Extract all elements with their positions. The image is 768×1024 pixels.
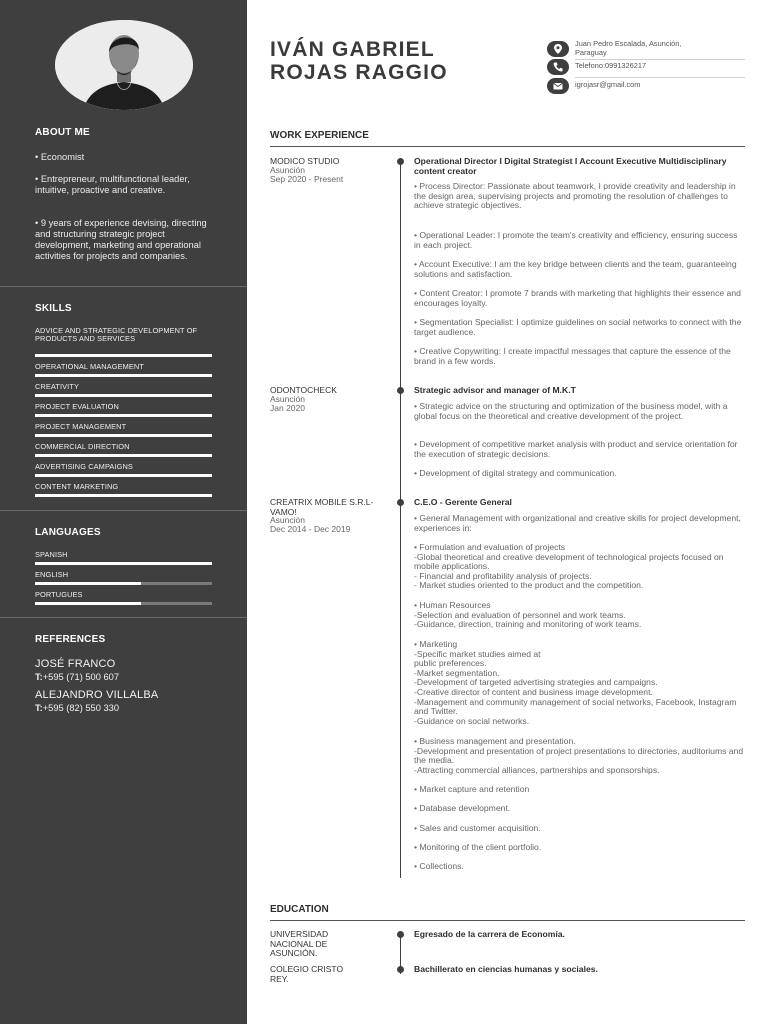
job-bullet: • Development of digital strategy and communication. (414, 468, 617, 478)
job-bullet: • Strategic advice on the structuring and optimization of the business model, with a global focus on the theoretical and creative development of the project. (414, 401, 728, 421)
sidebar (0, 0, 247, 1024)
language-label: ENGLISH (35, 570, 69, 579)
company-name: ODONTOCHECK (270, 385, 337, 395)
job-bullet-group: • Marketing -Specific market studies aimed at public preferences. -Market segmentation. -Development of targeted advertising strategies and campaigns. -Creative director of content and business image development. -Management and community management of social networks, Facebook, Instagram and Twitter. -Guidance on social networks. (414, 639, 737, 726)
job-bullet: • Database development. (414, 803, 511, 813)
sidebar-divider (0, 286, 247, 287)
languages-title: LANGUAGES (35, 527, 101, 538)
degree: Egresado de la carrera de Economía. (414, 929, 565, 939)
job-bullet-group: • Business management and presentation. -Development and presentation of project presentations to directories, auditoriums and the media. -Attracting commercial alliances, partnerships and sponsorships. (414, 736, 744, 775)
language-item (35, 571, 212, 585)
company-name: CREATRIX MOBILE S.R.L- VAMO! (270, 497, 374, 517)
job-bullet: • Market capture and retention (414, 784, 530, 794)
full-name (270, 38, 448, 84)
skills-title: SKILLS (35, 303, 72, 314)
skill-label: COMMERCIAL DIRECTION (35, 442, 130, 451)
company-name: MODICO STUDIO (270, 156, 340, 166)
skill-bar (35, 434, 212, 437)
skill-label: PROJECT MANAGEMENT (35, 422, 127, 431)
job-bullet: • Account Executive: I am the key bridge between clients and the team, guaranteeing solutions and satisfaction. (414, 259, 737, 279)
job-dates: Sep 2020 - Present (270, 174, 344, 184)
address-text: Juan Pedro Escalada, Asunción, Paraguay (575, 39, 682, 57)
phone-icon (547, 59, 569, 75)
job-bullet: • Collections. (414, 861, 464, 871)
skill-bar (35, 394, 212, 397)
job-bullet-group: • Human Resources -Selection and evaluation of personnel and work teams. -Guidance, direction, training and monitoring of work teams. (414, 600, 642, 630)
profile-photo (55, 20, 193, 110)
timeline-dot (397, 499, 404, 506)
location-icon (547, 41, 569, 57)
language-item (35, 591, 212, 605)
job-role: Operational Director I Digital Strategist I Account Executive Multidisciplinary content creator (414, 156, 727, 176)
skill-item (35, 443, 212, 457)
job-location: Asunción (270, 515, 305, 525)
name-line: ROJAS RAGGIO (270, 61, 448, 84)
contact-address (547, 39, 745, 59)
job-bullet-group: • Formulation and evaluation of projects -Global theoretical and creative development of technological projects focused on mobile applications. - Financial and profitability analysis of projects. - Market studies oriented to the product and the competition. (414, 542, 724, 591)
job-dates: Jan 2020 (270, 403, 305, 413)
skill-item (35, 463, 212, 477)
job-bullet: • Sales and customer acquisition. (414, 823, 541, 833)
language-item (35, 551, 212, 565)
language-label: PORTUGUES (35, 590, 83, 599)
reference-name: JOSÉ FRANCO (35, 658, 116, 670)
sidebar-divider (0, 617, 247, 618)
timeline-dot (397, 966, 404, 973)
email-text: igrojasr@gmail.com (575, 80, 641, 89)
skill-item (35, 383, 212, 397)
job-bullet: • Process Director: Passionate about teamwork, I provide creativity and leadership in the design area, supervising projects and promoting the resolution of challenges to achieve strategic objectives. (414, 181, 736, 211)
about-item: • Economist (35, 152, 85, 162)
about-item: • Entrepreneur, multifunctional leader, intuitive, proactive and creative. (35, 174, 190, 195)
references-title: REFERENCES (35, 634, 106, 645)
about-item: • 9 years of experience devising, directing and structuring strategic project development, marketing and operational activities for projects and companies. (35, 218, 207, 261)
timeline-dot (397, 158, 404, 165)
phone-text: Telefono:0991326217 (575, 61, 647, 70)
name-line: IVÁN GABRIEL (270, 38, 435, 61)
school-name: UNIVERSIDAD NACIONAL DE ASUNCIÓN. (270, 929, 329, 958)
education-title: EDUCATION (270, 904, 329, 915)
skill-item (35, 483, 212, 497)
skill-bar (35, 374, 212, 377)
job-location: Asunción (270, 394, 305, 404)
skill-bar (35, 414, 212, 417)
skill-bar (35, 354, 212, 357)
skill-bar (35, 474, 212, 477)
sidebar-divider (0, 510, 247, 511)
contact-phone (547, 58, 745, 76)
job-bullet: • Monitoring of the client portfolio. (414, 842, 542, 852)
about-title: ABOUT ME (35, 127, 90, 138)
skill-label: CREATIVITY (35, 382, 79, 391)
language-label: SPANISH (35, 550, 68, 559)
skill-item (35, 363, 212, 377)
job-location: Asunción (270, 165, 305, 175)
skill-label: CONTENT MARKETING (35, 482, 119, 491)
skill-item (35, 403, 212, 417)
contact-email (547, 77, 745, 95)
school-name: COLEGIO CRISTO REY. (270, 964, 344, 984)
skill-label: ADVERTISING CAMPAIGNS (35, 462, 133, 471)
timeline-dot (397, 931, 404, 938)
job-bullet: • Creative Copywriting: I create impactful messages that capture the essence of the brand in a few words. (414, 346, 731, 366)
skill-label: ADVICE AND STRATEGIC DEVELOPMENT OF PRODUCTS AND SERVICES (35, 326, 198, 343)
email-icon (547, 78, 569, 94)
skill-item (35, 327, 212, 357)
job-role: Strategic advisor and manager of M.K.T (414, 385, 576, 395)
skill-item (35, 423, 212, 437)
section-rule (270, 920, 745, 921)
reference-phone: T:+595 (82) 550 330 (35, 703, 119, 713)
reference-name: ALEJANDRO VILLALBA (35, 689, 159, 701)
work-title: WORK EXPERIENCE (270, 130, 369, 141)
section-rule (270, 146, 745, 147)
job-bullet: • General Management with organizational and creative skills for project development, experiences in: (414, 513, 741, 533)
skill-bar (35, 454, 212, 457)
reference-phone: T:+595 (71) 500 607 (35, 672, 119, 682)
job-bullet: • Segmentation Specialist: I optimize guidelines on social networks to connect with the target audience. (414, 317, 742, 337)
skill-label: PROJECT EVALUATION (35, 402, 119, 411)
job-dates: Dec 2014 - Dec 2019 (270, 524, 351, 534)
language-bar (35, 582, 212, 585)
job-bullet: • Operational Leader: I promote the team's creativity and efficiency, ensuring success in each project. (414, 230, 738, 250)
job-role: C.E.O - Gerente General (414, 497, 512, 507)
person-silhouette-icon (55, 20, 193, 110)
skill-bar (35, 494, 212, 497)
language-bar (35, 602, 212, 605)
timeline-dot (397, 387, 404, 394)
skill-label: OPERATIONAL MANAGEMENT (35, 362, 144, 371)
job-bullet: • Development of competitive market analysis with product and service orientation for the execution of strategic decisions. (414, 439, 738, 459)
job-bullet: • Content Creator: I promote 7 brands with marketing that highlights their essence and encourages loyalty. (414, 288, 741, 308)
language-bar (35, 562, 212, 565)
degree: Bachillerato en ciencias humanas y sociales. (414, 964, 598, 974)
timeline-line (400, 160, 401, 878)
